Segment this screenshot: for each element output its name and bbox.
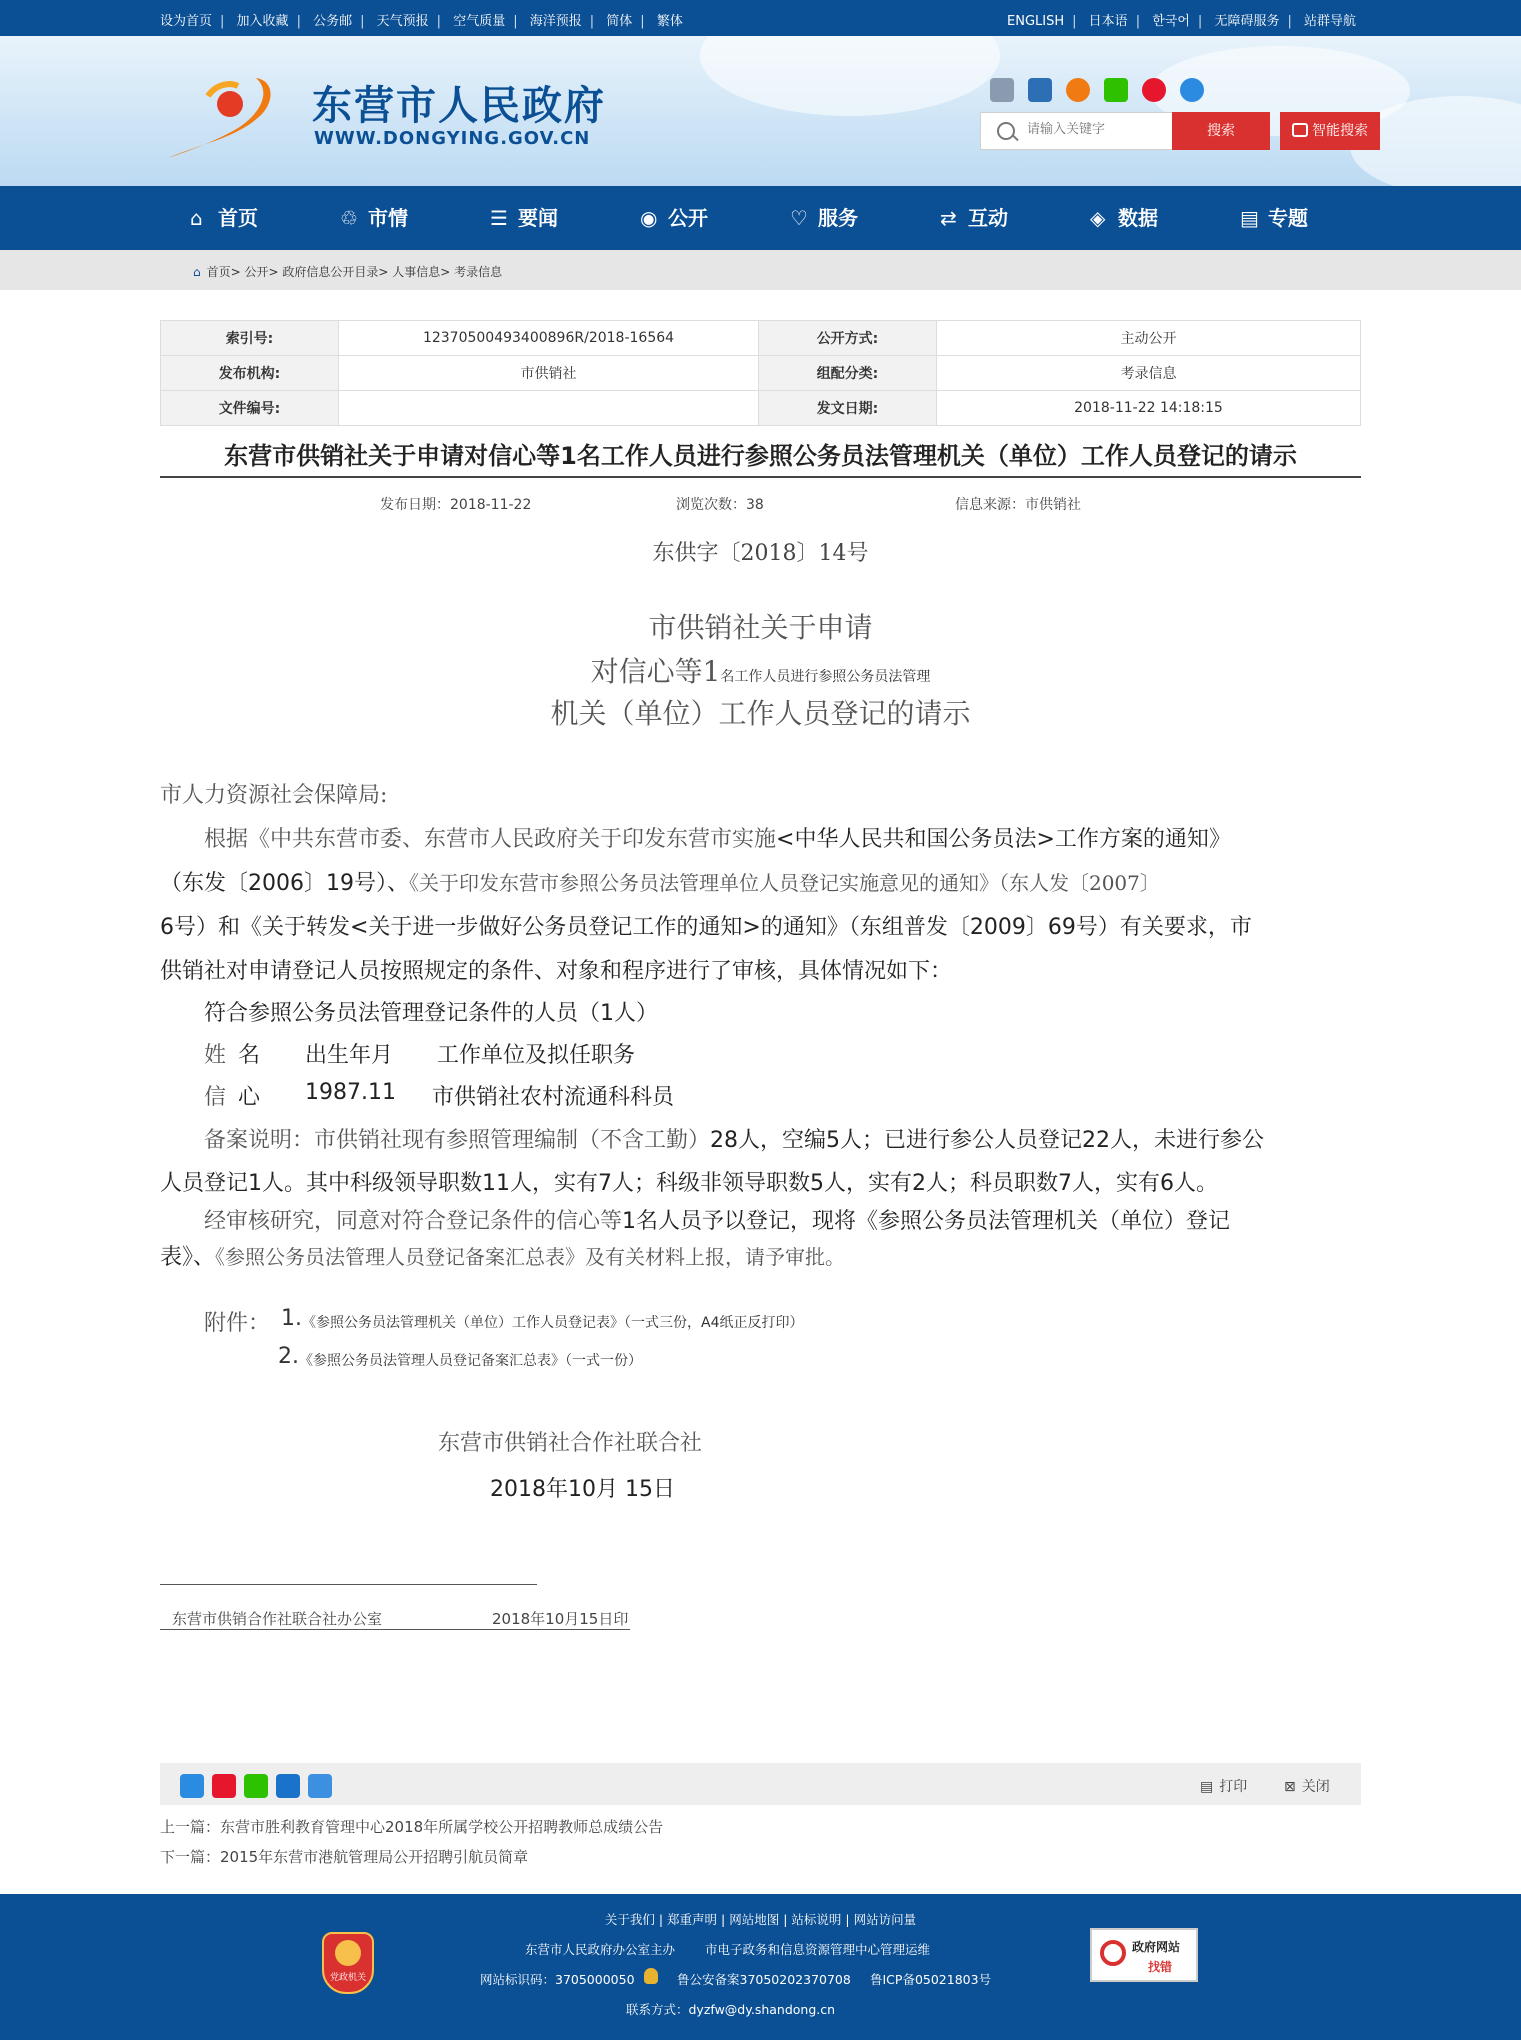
badge-emblem-icon [335,1940,361,1966]
top-right-links: ENGLISH | 日本语 | 한국어 | 无障碍服务 | 站群导航 [1007,14,1356,29]
nav-news[interactable] [490,186,558,250]
document-meta-table [160,320,1361,426]
footer-site-code: 网站标识码：3705000050 [480,1972,635,1987]
col-name-header-b: 名 [238,1043,261,1068]
p1-l1b: <中华人民共和国公务员法>工作方案的通知》 [776,827,1231,852]
paragraph-2-line-1 [204,1123,1264,1154]
finder-title: 政府网站 [1132,1940,1181,1954]
index-value: 12370500493400896R/2018-16564 [339,321,759,356]
print-org: 东营市供销合作社联合社办公室 [172,1610,383,1628]
doc-number-label: 文件编号: [161,391,339,426]
newspaper-icon[interactable] [990,78,1014,102]
finder-subtitle: 找错 [1148,1960,1173,1974]
nav-label: 要闻 [518,206,558,230]
smart-search-label: 智能搜索 [1312,123,1368,139]
top-left-links: 设为首页 | 加入收藏 | 公务邮 | 天气预报 | 空气质量 | 海洋预报 | 简体 | 繁体 [160,14,683,29]
attachment-label: 附件： [204,1311,271,1336]
badge-label: 党政机关 [329,1973,366,1983]
wechat-share-icon[interactable] [244,1774,268,1798]
robot-icon [1292,123,1308,137]
site-footer [0,1894,1521,2040]
breadcrumb [0,250,1521,290]
p1-l1a: 根据《中共东营市委、东营市人民政府关于印发东营市实施 [204,827,777,852]
doc-number-value [339,391,759,426]
nav-label: 专题 [1268,206,1308,230]
next-article-link[interactable]: 下一篇：2015年东营市港航管理局公开招聘引航员简章 [160,1848,529,1866]
search-button[interactable]: 搜索 [1172,112,1270,150]
nav-open[interactable] [640,186,708,250]
row-name-b: 心 [238,1085,261,1110]
magnifier-icon [1100,1940,1126,1966]
add-favorite-link[interactable]: 加入收藏 [236,14,289,29]
share-toolbar [160,1763,1361,1805]
social-icons [990,78,1213,104]
org-value: 市供销社 [339,356,759,391]
heading-line-2 [0,650,1521,690]
close-label: 关闭 [1301,1779,1330,1795]
org-label: 发布机构: [161,356,339,391]
footer-links: 关于我们 | 郑重声明 | 网站地图 | 站标说明 | 网站访问量 [604,1912,917,1927]
document-icon: ▤ [1240,206,1259,230]
open-mode-label: 公开方式: [759,321,937,356]
japanese-link[interactable]: 日本语 [1088,14,1128,29]
category-label: 组配分类: [759,356,937,391]
paragraph-1-line-3: 6号）和《关于转发<关于进一步做好公务员登记工作的通知>的通知》（东组普发〔2009〕69号）有关要求，市 [160,915,1252,940]
service-icon[interactable] [1180,78,1204,102]
layers-icon: ◈ [1090,206,1106,230]
favorite-star-icon[interactable] [180,1774,204,1798]
print-top-rule [160,1584,537,1585]
row-birth: 1987.11 [305,1080,396,1105]
top-utility-bar [0,0,1521,36]
nav-data[interactable] [1090,186,1158,250]
mobile-icon[interactable] [1028,78,1052,102]
open-mode-value: 主动公开 [937,321,1361,356]
paragraph-1-line-2 [160,866,1160,897]
document-title: 东营市供销社关于申请对信心等1名工作人员进行参照公务员法管理机关（单位）工作人员登记的请示 [224,442,1297,470]
heading-line-2-small: 名工作人员进行参照公务员法管理 [720,669,931,685]
eye-icon: ◉ [640,206,658,230]
attachment-2-number: 2. [278,1344,299,1369]
p3-l1b: 1名人员予以登记，现将《参照公务员法管理机关（单位）登记 [622,1209,1231,1234]
main-nav [0,186,1521,250]
statement-link[interactable]: 郑重声明 [667,1912,718,1927]
paragraph-3-line-2 [160,1240,845,1271]
nav-label: 市情 [368,206,408,230]
paragraph-3-line-1 [204,1204,1230,1235]
sitemap-link[interactable]: 网站地图 [729,1912,780,1927]
nav-service[interactable] [790,186,858,250]
heading-line-2-big: 对信心等1 [590,655,721,688]
publish-date: 发布日期：2018-11-22 [380,497,532,513]
footer-operator: 市电子政务和信息资源管理中心管理运维 [705,1942,931,1957]
weibo-icon[interactable] [1142,78,1166,102]
city-logo-icon[interactable] [160,74,290,162]
row-job: 市供销社农村流通科科员 [432,1085,675,1110]
view-count: 浏览次数：38 [676,497,764,513]
footer-sponsor: 东营市人民政府办公室主办 [525,1942,676,1957]
about-link[interactable]: 关于我们 [604,1912,655,1927]
title-divider [160,476,1361,478]
signature-date: 2018年10月 15日 [490,1477,675,1502]
nav-city[interactable] [340,186,408,250]
home-icon: ⌂ [193,265,201,279]
search-box [980,112,1173,150]
smart-search-button[interactable] [1280,112,1380,150]
col-birth-header: 出生年月 [305,1043,394,1068]
heading-line-3: 机关（单位）工作人员登记的请示 [550,697,971,730]
site-title[interactable]: 东营市人民政府 [312,83,606,129]
heart-icon: ♡ [790,206,808,230]
interact-icon: ⇄ [940,206,957,230]
email-link[interactable]: 公务邮 [313,14,353,29]
list-icon: ☰ [490,206,508,230]
nav-label: 首页 [218,206,258,230]
site-url: WWW.DONGYING.GOV.CN [314,128,591,149]
nav-home[interactable] [190,186,258,250]
printer-icon: ▤ [1200,1779,1214,1795]
accessibility-link[interactable]: 无障碍服务 [1214,14,1280,29]
nav-topics[interactable] [1240,186,1308,250]
row-name-a: 信 [204,1085,227,1110]
addressee: 市人力资源社会保障局: [160,783,388,808]
nav-label: 数据 [1118,206,1158,230]
traditional-link[interactable]: 繁体 [656,14,683,29]
ocean-forecast-link[interactable]: 海洋预报 [529,14,582,29]
site-finder-badge[interactable] [1090,1928,1198,1982]
air-quality-link[interactable]: 空气质量 [453,14,506,29]
document-number: 东供字〔2018〕14号 [652,541,869,566]
issue-date-value: 2018-11-22 14:18:15 [937,391,1361,426]
wechat-icon[interactable] [1104,78,1128,102]
p1-l2b: 《关于印发东营市参照公务员法管理单位人员登记实施意见的通知》（东人发〔2007〕 [408,871,1160,895]
index-label: 索引号: [161,321,339,356]
print-bottom-rule [160,1629,630,1630]
p3-l1a: 经审核研究，同意对符合登记条件的信心等 [204,1209,623,1234]
footer-icp[interactable]: 鲁ICP备05021803号 [870,1972,992,1987]
nav-label: 互动 [968,206,1008,230]
set-home-link[interactable]: 设为首页 [160,14,213,29]
p3-l2b: 《参照公务员法管理人员登记备案汇总表》及有关材料上报，请予审批。 [215,1245,846,1269]
breadcrumb-path[interactable]: 首页> 公开> 政府信息公开目录> 人事信息> 考录信息 [206,265,503,279]
visits-link[interactable]: 网站访问量 [853,1912,917,1927]
p2-l1b: 28人，空编5人；已进行参公人员登记22人，未进行参公 [710,1128,1265,1153]
prev-article-link[interactable]: 上一篇：东营市胜利教育管理中心2018年所属学校公开招聘教师总成绩公告 [160,1818,664,1836]
app-icon[interactable] [1066,78,1090,102]
police-badge-icon [644,1968,658,1984]
weibo-share-icon[interactable] [212,1774,236,1798]
weather-link[interactable]: 天气预报 [376,14,429,29]
simplified-link[interactable]: 简体 [606,14,633,29]
attachment-1-number: 1. [281,1306,302,1331]
more-share-icon[interactable] [308,1774,332,1798]
paragraph-1-line-4: 供销社对申请登记人员按照规定的条件、对象和程序进行了审核，具体情况如下： [160,959,953,984]
print-button[interactable] [1200,1776,1247,1796]
footer-contact: 联系方式：dyzfw@dy.shandong.cn [626,2002,836,2017]
category-value: 考录信息 [937,356,1361,391]
logo-info-link[interactable]: 站标说明 [791,1912,842,1927]
close-button[interactable] [1284,1776,1330,1796]
nav-interact[interactable] [940,186,1008,250]
footer-police-record[interactable]: 鲁公安备案37050202370708 [677,1972,851,1987]
p2-l1a: 备案说明：市供销社现有参照管理编制（不含工勤） [204,1128,711,1153]
section-heading: 符合参照公务员法管理登记条件的人员（1人） [204,1001,658,1026]
english-link[interactable]: ENGLISH [1007,14,1065,29]
search-icon [997,122,1015,140]
chart-icon: ♲ [340,206,358,230]
issue-date-label: 发文日期: [759,391,937,426]
renren-share-icon[interactable] [276,1774,300,1798]
p3-l2a: 表》、 [160,1245,216,1270]
heading-line-1: 市供销社关于申请 [648,611,873,644]
signature-org: 东营市供销社合作社联合社 [438,1431,703,1456]
korean-link[interactable]: 한국어 [1152,14,1190,29]
col-name-header-a: 姓 [204,1043,227,1068]
site-header [0,36,1521,186]
paragraph-2-line-2: 人员登记1人。其中科级领导职数11人，实有7人；科级非领导职数5人，实有2人；科员职数7人，实有6人。 [160,1171,1218,1196]
attachment-2: 《参照公务员法管理人员登记备案汇总表》（一式一份） [299,1353,642,1369]
attachment-1: 《参照公务员法管理机关（单位）工作人员登记表》（一式三份，A4纸正反打印） [302,1315,804,1331]
paragraph-1-line-1 [204,822,1231,853]
search-input[interactable] [1025,121,1165,138]
nav-label: 公开 [668,206,708,230]
info-source: 信息来源：市供销社 [955,497,1081,513]
col-job-header: 工作单位及拟任职务 [437,1043,636,1068]
print-label: 打印 [1219,1779,1248,1795]
print-date: 2018年10月15日印 [492,1610,629,1628]
close-icon: ⊠ [1284,1779,1296,1795]
site-group-link[interactable]: 站群导航 [1303,14,1356,29]
p1-l2a: （东发〔2006〕19号）、 [160,871,409,896]
party-gov-badge[interactable] [322,1932,374,1994]
nav-label: 服务 [818,206,858,230]
home-icon: ⌂ [190,206,203,230]
